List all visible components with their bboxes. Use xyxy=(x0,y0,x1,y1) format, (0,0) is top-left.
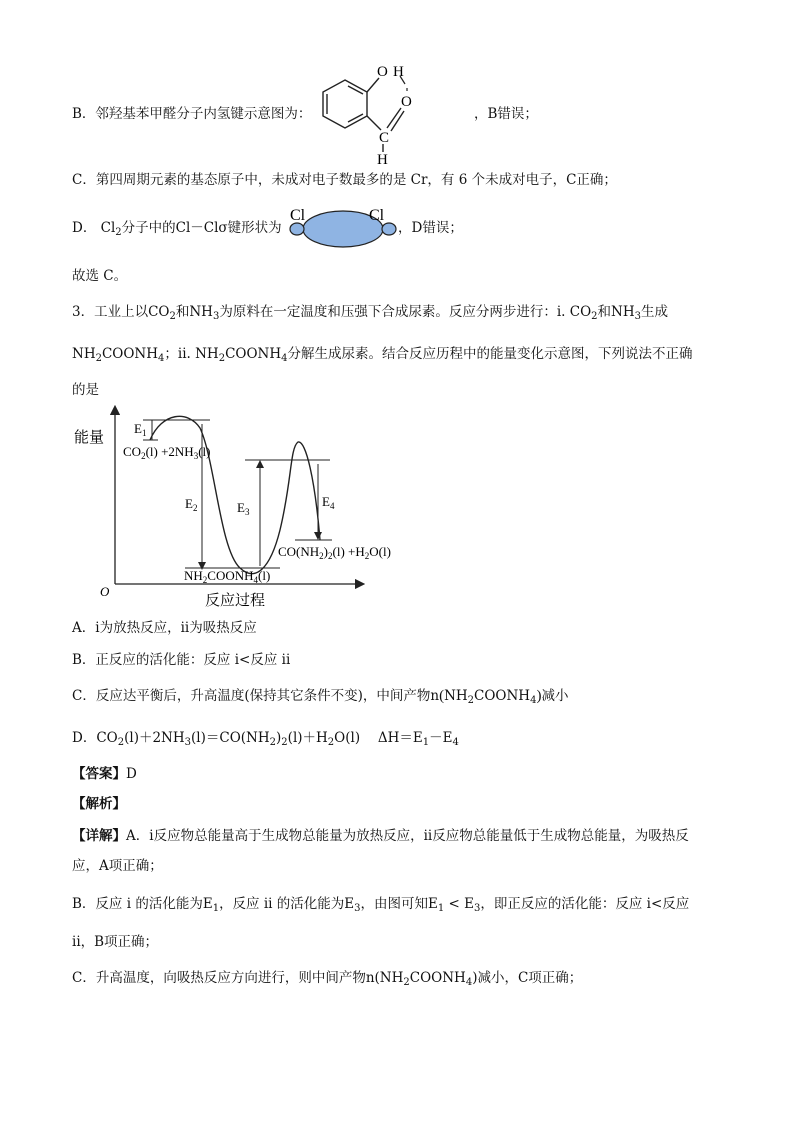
option-c-line: C．第四周期元素的基态原子中，未成对电子数最多的是 Cr，有 6 个未成对电子，C正确； xyxy=(72,172,617,188)
detail-line-1: 【详解】A．i反应物总能量高于生成物总能量为放热反应，ii反应物总能量低于生成物总能量，为吸热反 xyxy=(72,828,689,844)
energy-profile-diagram xyxy=(70,400,420,615)
svg-text:E1: $E_1$ xyxy=(134,421,147,438)
x-axis-label: 反应过程 xyxy=(205,593,266,609)
svg-text:E3: $E_3$ xyxy=(237,500,250,517)
option-b-line: B．邻羟基苯甲醛分子内氢键示意图为： xyxy=(72,106,312,122)
option-b-suffix: ，B错误； xyxy=(474,106,538,122)
answer-line: 【答案】D xyxy=(72,766,137,782)
cl-sigma-bond-diagram xyxy=(287,203,399,251)
svg-text:CO2(l) +2NH3(l): $CO_2(l) +2NH_3(l)$ xyxy=(123,444,211,461)
hydrogen-label-1: H xyxy=(393,64,404,80)
cl-label-left: Cl xyxy=(290,207,306,224)
svg-text:NH2COONH4(l): $NH_2COONH_4(l)$ xyxy=(184,568,271,585)
oxygen-label-2: O xyxy=(401,94,412,110)
option-d-line: D． $Cl_2$分子中的Cl－Clσ键形状为 xyxy=(72,220,282,238)
svg-text:E4: $E_4$ xyxy=(322,494,335,511)
explain-b-line-2: ii，B项正确； xyxy=(72,934,159,950)
option-d2: D．$CO_2(l)+2NH_3(l)=CO(NH_2)_2(l)+H_2O(l)$ $\Delta H=E_1-E_4$ xyxy=(72,730,459,748)
explain-b-line-1: B．反应 i 的活化能为$E_1$，反应 ii 的活化能为$E_3$，由图可知$E_1 < E_3$，即正反应的活化能：反应 i<反应 xyxy=(72,896,690,914)
hydrogen-label-2: H xyxy=(377,152,388,168)
question-3-line-2: $NH_2COONH_4$；ii. $NH_2COONH_4$分解生成尿素。结合反应历程中的能量变化示意图，下列说法不正确 xyxy=(72,346,693,364)
explain-c-line: C．升高温度，向吸热反应方向进行，则中间产物$n(NH_2COONH_4)$减小，C项正确； xyxy=(72,970,583,988)
option-b2: B．正反应的活化能：反应 i<反应 ii xyxy=(72,652,291,668)
question-3-line-1: 3．工业上以$CO_2$和$NH_3$为原料在一定温度和压强下合成尿素。反应分两步进行：i. $CO_2$和$NH_3$生成 xyxy=(72,304,668,322)
svg-text:CO(NH2)2(l) +H2O(l): $CO(NH_2)_2(l) +H_2O(l)$ xyxy=(278,544,391,561)
y-axis-label: 能量 xyxy=(74,430,105,446)
oxygen-label-1: O xyxy=(377,64,388,80)
salicylaldehyde-structure xyxy=(305,58,475,168)
analysis-label: 【解析】 xyxy=(72,796,126,812)
origin-label: O xyxy=(100,584,110,599)
carbon-label: C xyxy=(379,130,390,146)
pick-line: 故选 C。 xyxy=(72,268,128,284)
option-c2: C．反应达平衡后，升高温度(保持其它条件不变)，中间产物$n(NH_2COONH_4)$减小 xyxy=(72,688,569,706)
detail-line-2: 应，A项正确； xyxy=(72,858,163,874)
cl-label-right: Cl xyxy=(369,207,385,224)
option-a2: A．i为放热反应，ii为吸热反应 xyxy=(72,620,257,636)
option-d-suffix: ，D错误； xyxy=(398,220,463,236)
svg-text:E2: $E_2$ xyxy=(185,496,198,513)
question-3-line-3: 的是 xyxy=(72,382,99,398)
